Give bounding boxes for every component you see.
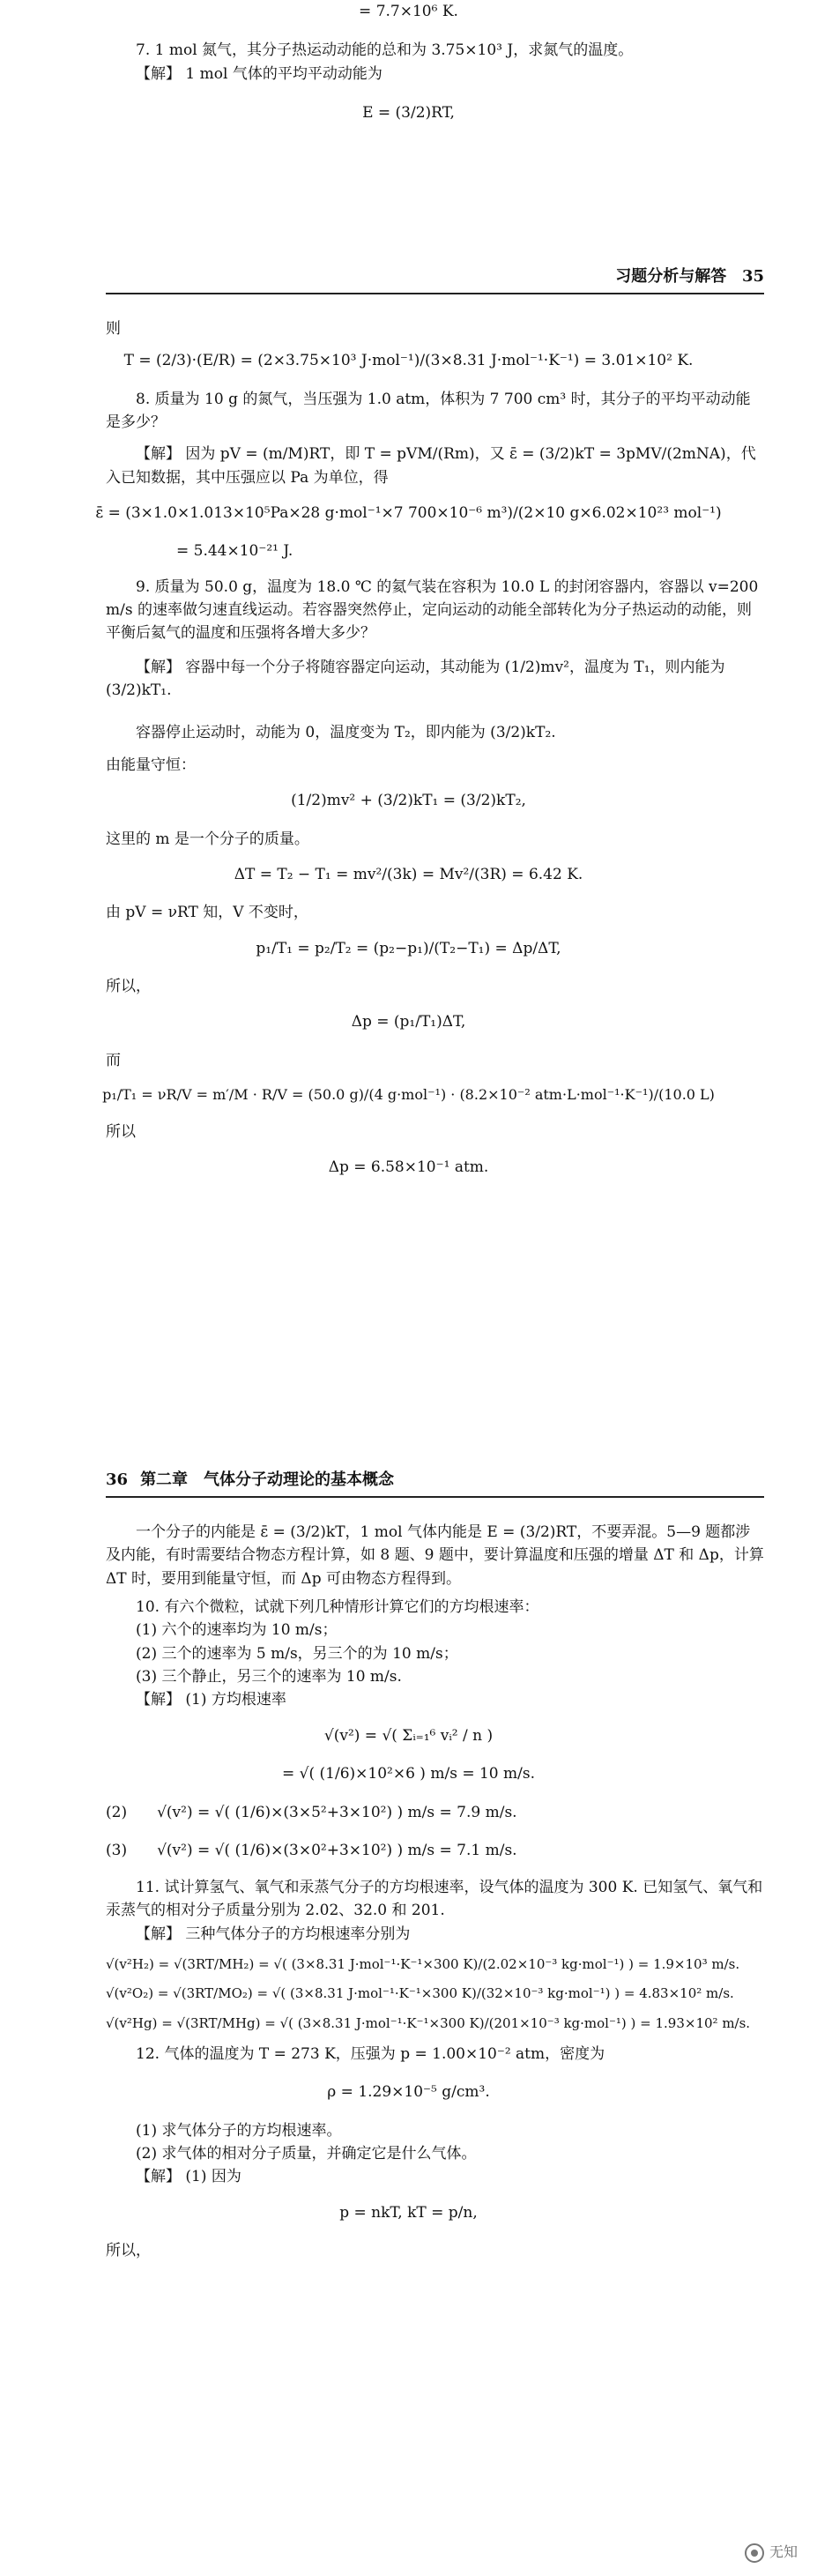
summary-paragraph: 一个分子的内能是 ε̄ = (3/2)kT，1 mol 气体内能是 E = (3/2)RT，不要弄混。5—9 题都涉及内能，有时需要结合物态方程计算，如 8 题、9 题中，要计算温度和压强的增量 ΔT 和 Δp，计算 ΔT 时，要用到能量守恒，而 Δp 可由物态方程得到。 <box>106 1523 764 1588</box>
page-number: 36 <box>106 1470 129 1489</box>
equation-line: ρ = 1.29×10⁻⁵ g/cm³. <box>327 2083 490 2102</box>
equation-line: ΔT = T₂ − T₁ = mv²/(3k) = Mv²/(3R) = 6.42 K. <box>234 865 583 883</box>
header-rule <box>106 293 764 294</box>
page-36-body <box>0 1521 817 2262</box>
equation-line: Δp = (p₁/T₁)ΔT, <box>351 1013 466 1031</box>
text-line: 而 <box>106 1051 121 1069</box>
wechat-icon <box>745 2543 764 2563</box>
equation-line: √(v²) = √( Σᵢ₌₁⁶ vᵢ² / n ) <box>323 1726 494 1745</box>
top-fragment <box>0 0 817 139</box>
equation-line: (3) √(v²) = √( (1/6)×(3×0²+3×10²) ) m/s = 7.1 m/s. <box>106 1841 517 1859</box>
solution-11: 【解】 三种气体分子的方均根速率分别为 <box>136 1925 411 1943</box>
list-item: (1) 求气体分子的方均根速率。 <box>136 2121 342 2140</box>
text-line: 这里的 m 是一个分子的质量。 <box>106 830 309 848</box>
equation-line: ε̄ = (3×1.0×1.013×10⁵Pa×28 g·mol⁻¹×7 700×10⁻⁶ m³)/(2×10 g×6.02×10²³ mol⁻¹) <box>95 504 722 523</box>
equation-line: = 5.44×10⁻²¹ J. <box>176 542 293 561</box>
solution-9: 【解】 容器中每一个分子将随容器定向运动，其动能为 (1/2)mv²，温度为 T₁，则内能为 (3/2)kT₁. <box>106 658 725 700</box>
equation-line: √(v²O₂) = √(3RT/MO₂) = √( (3×8.31 J·mol⁻¹·K⁻¹×300 K)/(32×10⁻³ kg·mol⁻¹) ) = 4.83×10² m/s. <box>106 1985 734 2002</box>
watermark-text: 无知 <box>769 2543 798 2561</box>
header-title: 第二章 气体分子动理论的基本概念 <box>140 1470 395 1489</box>
equation-line: (2) √(v²) = √( (1/6)×(3×5²+3×10²) ) m/s = 7.9 m/s. <box>106 1804 517 1822</box>
equation-line: = √( (1/6)×10²×6 ) m/s = 10 m/s. <box>282 1765 535 1783</box>
text-line: 所以， <box>106 977 151 995</box>
problem-10: 10. 有六个微粒，试就下列几种情形计算它们的方均根速率： <box>136 1598 539 1617</box>
problem-8: 8. 质量为 10 g 的氮气，当压强为 1.0 atm，体积为 7 700 cm³ 时，其分子的平均平动动能是多少？ <box>106 390 751 432</box>
solution-label-line: 【解】 1 mol 气体的平均平动动能为 <box>136 64 383 83</box>
list-item: (2) 三个的速率为 5 m/s，另三个的为 10 m/s； <box>136 1644 458 1663</box>
problem-9: 9. 质量为 50.0 g，温度为 18.0 ℃ 的氦气装在容积为 10.0 L 的封闭容器内，容器以 v=200 m/s 的速率做匀速直线运动。若容器突然停止，定向运动的动能全部转化为分子热运动的动能，则平衡后氦气的温度和压强将各增大多少？ <box>106 577 759 643</box>
page-number: 35 <box>741 267 764 286</box>
equation-line: T = (2/3)·(E/R) = (2×3.75×10³ J·mol⁻¹)/(3×8.31 J·mol⁻¹·K⁻¹) = 3.01×10² K. <box>123 352 694 370</box>
solution-12: 【解】 (1) 因为 <box>136 2168 241 2186</box>
problem-12: 12. 气体的温度为 T = 273 K，压强为 p = 1.00×10⁻² atm，密度为 <box>136 2044 605 2063</box>
equation-line: p = nkT, kT = p/n, <box>339 2203 478 2222</box>
list-item: (2) 求气体的相对分子质量，并确定它是什么气体。 <box>136 2144 477 2163</box>
header-rule <box>106 1496 764 1498</box>
solution-8: 【解】 因为 pV = (m/M)RT，即 T = pVM/(Rm)，又 ε̄ = (3/2)kT = 3pMV/(2mNA)，代入已知数据，其中压强应以 Pa 为单位，得 <box>106 445 756 487</box>
equation-line: (1/2)mv² + (3/2)kT₁ = (3/2)kT₂, <box>291 792 526 810</box>
equation-line: = 7.7×10⁶ K. <box>359 3 458 20</box>
equation-line: E = (3/2)RT, <box>362 104 455 123</box>
text-line: 则 <box>106 320 121 338</box>
page-header-35 <box>0 264 817 294</box>
problem-11: 11. 试计算氢气、氧气和汞蒸气分子的方均根速率，设气体的温度为 300 K. 已知氢气、氧气和汞蒸气的相对分子质量分别为 2.02、32.0 和 201. <box>106 1879 763 1920</box>
list-item: (3) 三个静止，另三个的速率为 10 m/s. <box>136 1668 402 1686</box>
equation-line: p₁/T₁ = νR/V = m′/M · R/V = (50.0 g)/(4 g·mol⁻¹) · (8.2×10⁻² atm·L·mol⁻¹·K⁻¹)/(10.0 L) <box>102 1085 715 1103</box>
solution-10: 【解】 (1) 方均根速率 <box>136 1691 286 1709</box>
text-line: 容器停止运动时，动能为 0，温度变为 T₂，即内能为 (3/2)kT₂. <box>136 724 556 742</box>
text-line: 由能量守恒： <box>106 756 196 774</box>
page-35-body <box>0 317 817 1194</box>
text-line: 由 pV = νRT 知，V 不变时， <box>106 904 308 922</box>
equation-line: √(v²H₂) = √(3RT/MH₂) = √( (3×8.31 J·mol⁻¹·K⁻¹×300 K)/(2.02×10⁻³ kg·mol⁻¹) ) = 1.9×10³ m/s. <box>106 1956 740 1973</box>
page-header-36 <box>0 1468 817 1498</box>
list-item: (1) 六个的速率均为 10 m/s； <box>136 1621 338 1640</box>
problem-7: 7. 1 mol 氮气，其分子热运动动能的总和为 3.75×10³ J，求氮气的温度。 <box>136 41 634 60</box>
equation-line: √(v²Hg) = √(3RT/MHg) = √( (3×8.31 J·mol⁻¹·K⁻¹×300 K)/(201×10⁻³ kg·mol⁻¹) ) = 1.93×10² m/s. <box>106 2014 751 2031</box>
watermark <box>745 2542 798 2564</box>
header-title: 习题分析与解答 <box>615 267 727 286</box>
equation-line: Δp = 6.58×10⁻¹ atm. <box>328 1158 489 1177</box>
text-line: 所以 <box>106 1122 136 1141</box>
equation-line: p₁/T₁ = p₂/T₂ = (p₂−p₁)/(T₂−T₁) = Δp/ΔT, <box>256 939 561 957</box>
text-line: 所以， <box>106 2241 151 2260</box>
